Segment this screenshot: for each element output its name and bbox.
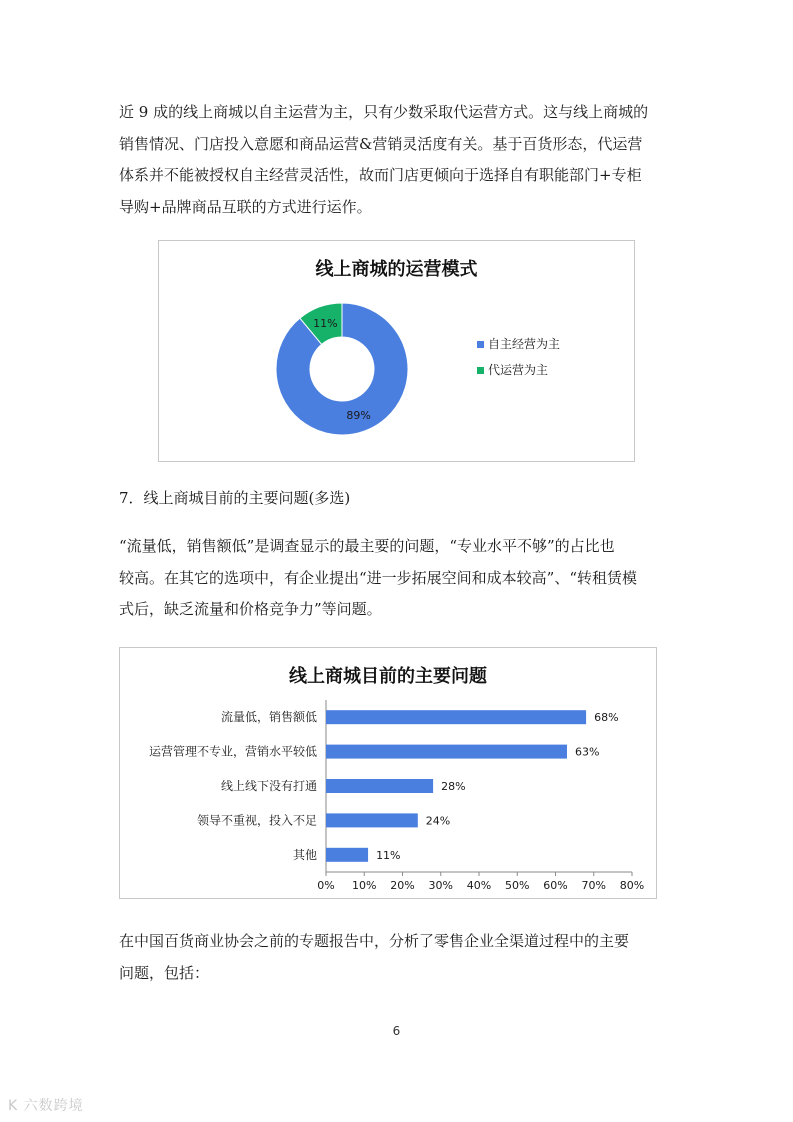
donut-data-label: 11% [313,316,338,330]
intro-line-1: 近 9 成的线上商城以自主运营为主，只有少数采取代运营方式。这与线上商城的 [119,103,649,121]
watermark-logo: K 六数跨境 [8,1098,84,1114]
bar [326,813,418,827]
closing-line-2: 问题，包括： [119,963,210,982]
x-tick-label: 20% [390,879,415,892]
intro-line-4: 导购+品牌商品互联的方式进行运作。 [119,197,372,216]
bar-data-label: 28% [441,780,466,793]
x-tick-label: 60% [543,879,568,892]
problems-line-1: “流量低，销售额低”是调查显示的最主要的问题，“专业水平不够”的占比也 [119,537,615,555]
donut-chart-title: 线上商城的运营模式 [315,259,478,280]
legend-label: 自主经营为主 [488,337,561,351]
category-label: 流量低，销售额低 [220,710,317,725]
category-label: 线上线下没有打通 [220,779,317,793]
donut-data-label: 89% [346,409,371,423]
x-tick-label: 80% [619,879,645,892]
bar [326,848,368,862]
category-label: 领导不重视，投入不足 [196,813,317,828]
legend-marker [477,341,484,348]
x-tick-label: 30% [428,879,453,892]
donut-chart [159,241,634,461]
bar-data-label: 11% [376,848,401,862]
problems-paragraph [119,531,675,626]
closing-paragraph [119,926,675,989]
closing-line-1: 在中国百货商业协会之前的专题报告中，分析了零售企业全渠道过程中的主要 [119,932,630,950]
bar-chart-title: 线上商城目前的主要问题 [289,666,487,687]
x-tick-label: 40% [466,879,492,892]
bar-data-label: 24% [425,814,451,828]
donut-chart-frame [158,240,635,462]
page-number: 6 [392,1024,401,1038]
intro-paragraph [119,97,675,223]
x-tick-label: 70% [581,879,606,892]
category-label: 运营管理不专业，营销水平较低 [148,744,317,759]
bar-chart-frame [119,647,657,899]
legend-label: 代运营为主 [488,363,549,377]
bar-chart [120,648,656,898]
category-label: 其他 [292,847,317,862]
problems-line-2: 较高。在其它的选项中，有企业提出“进一步拓展空间和成本较高”、“转租赁模 [119,568,638,587]
x-tick-label: 10% [352,879,377,892]
x-tick-label: 50% [505,879,530,892]
problems-line-3: 式后，缺乏流量和价格竞争力”等问题。 [119,600,382,618]
legend-marker [477,367,484,374]
bar [326,745,567,759]
x-tick-label: 0% [317,879,335,892]
section-heading: 7．线上商城目前的主要问题(多选) [119,489,351,507]
intro-line-3: 体系并不能被授权自主经营灵活性，故而门店更倾向于选择自有职能部门+专柜 [119,166,642,184]
bar [326,779,433,793]
bar-data-label: 63% [574,745,600,759]
bar-data-label: 68% [594,711,619,725]
bar [326,710,586,724]
intro-line-2: 销售情况、门店投入意愿和商品运营&营销灵活度有关。基于百货形态，代运营 [119,134,643,153]
